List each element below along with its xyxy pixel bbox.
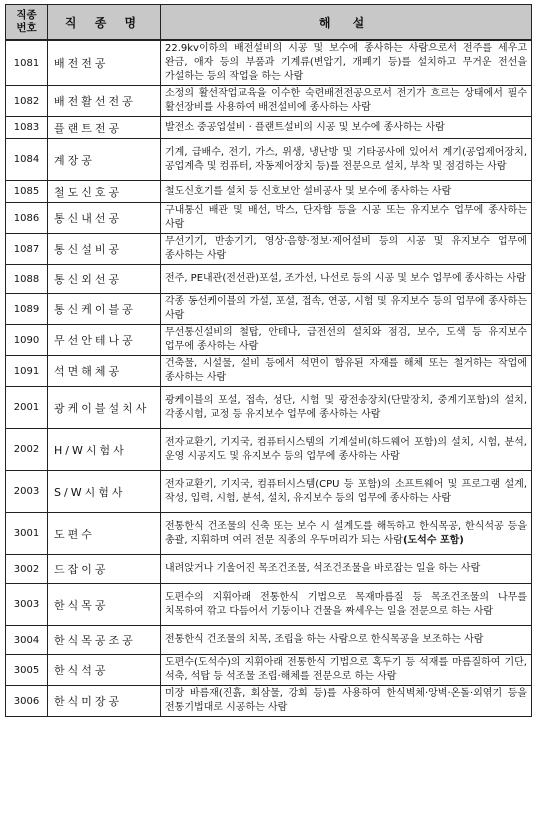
job-description-text: 전자교환기, 기지국, 컴퓨터시스템(CPU 등 포함)의 소프트웨어 및 프로그램 설계, 작성, 입력, 시험, 분석, 설치, 유지보수 등의 업무에 종사하는 사람	[165, 478, 527, 504]
job-code: 1086	[6, 203, 48, 234]
job-description-text: 소정의 활선작업교육을 이수한 숙련배전전공으로서 전기가 흐르는 상태에서 필수 활선장비를 사용하여 배전설비에 종사하는 사람	[165, 88, 527, 113]
job-description	[161, 117, 532, 139]
job-code: 1091	[6, 356, 48, 387]
table-row	[6, 555, 532, 584]
job-description-text: 무선통신설비의 철탑, 안테나, 급전선의 설치와 점검, 보수, 도색 등 유지보수 업무에 종사하는 사람	[165, 327, 527, 352]
job-description-text: 도편수(도석수)의 지휘아래 전통한식 기법으로 혹두기 등 석재를 마름질하여 기단, 석축, 석탑 등 석조물 조립·해체를 전문으로 하는 사람	[165, 657, 527, 682]
table-row	[6, 471, 532, 513]
job-name: 무선안테나공	[48, 325, 161, 356]
job-name: 한식목공조공	[48, 626, 161, 655]
table-row	[6, 686, 532, 717]
job-description	[161, 40, 532, 86]
job-code: 1088	[6, 265, 48, 294]
job-description	[161, 325, 532, 356]
table-body	[6, 40, 532, 717]
job-name: 드잡이공	[48, 555, 161, 584]
job-name: 배전전공	[48, 40, 161, 86]
job-description-text: 전통한식 건조물의 치목, 조립을 하는 사람으로 한식목공을 보조하는 사람	[165, 634, 484, 645]
table-row	[6, 234, 532, 265]
table-row	[6, 655, 532, 686]
table-row	[6, 513, 532, 555]
job-description-note: (도석수 포함)	[402, 534, 464, 546]
table-row	[6, 356, 532, 387]
table-row	[6, 387, 532, 429]
job-name: 철도신호공	[48, 181, 161, 203]
table-row	[6, 626, 532, 655]
header-row	[6, 5, 532, 41]
job-description	[161, 387, 532, 429]
header-description: 해 설	[161, 5, 532, 41]
job-code: 3001	[6, 513, 48, 555]
job-code: 1090	[6, 325, 48, 356]
job-code: 2002	[6, 429, 48, 471]
job-description-text: 도편수의 지휘아래 전통한식 기법으로 목재마름질 등 목조건조물의 나무를 치목하여 깎고 다듬어서 기둥이나 건물을 짜세우는 일을 전문으로 하는 사람	[165, 591, 527, 617]
job-code: 2003	[6, 471, 48, 513]
header-code-label: 직종 번호	[16, 9, 37, 34]
job-description-text: 광케이블의 포설, 접속, 성단, 시험 및 광전송장치(단말장치, 중계기포함)의 설치, 각종시험, 교정 등 유지보수 업무에 종사하는 사람	[165, 394, 527, 420]
job-description-text: 무선기기, 반송기기, 영상·음향·정보·제어설비 등의 시공 및 유지보수 업무에 종사하는 사람	[165, 236, 527, 261]
table-row	[6, 86, 532, 117]
job-classification-table	[5, 4, 532, 717]
table-row	[6, 40, 532, 86]
job-description-text: 전주, PE내관(전선관)포설, 조가선, 나선로 등의 시공 및 보수 업무에 종사하는 사람	[165, 273, 526, 284]
job-description	[161, 471, 532, 513]
job-code: 1084	[6, 139, 48, 181]
job-name: 계장공	[48, 139, 161, 181]
job-name: H/W시험사	[48, 429, 161, 471]
job-name: 광케이블설치사	[48, 387, 161, 429]
job-code: 3004	[6, 626, 48, 655]
job-description-text: 건축물, 시설물, 설비 등에서 석면이 함유된 자재를 해체 또는 철거하는 작업에 종사하는 사람	[165, 358, 527, 383]
job-name: 통신내선공	[48, 203, 161, 234]
job-description	[161, 265, 532, 294]
job-name: 한식목공	[48, 584, 161, 626]
job-code: 3002	[6, 555, 48, 584]
job-name: 석면해체공	[48, 356, 161, 387]
job-code: 3005	[6, 655, 48, 686]
job-description-text: 기계, 급배수, 전기, 가스, 위생, 냉난방 및 기타공사에 있어서 계기(공업제어장치, 공업계측 및 컴퓨터, 자동제어장치 등)를 전문으로 설치, 부착 및 점검하는 사람	[165, 146, 527, 172]
job-description	[161, 429, 532, 471]
job-description-text: 전통한식 건조물의 신축 또는 보수 시 설계도를 해독하고 한식목공, 한식석공 등을 총괄, 지휘하며 여러 전문 직종의 우두머리가 되는 사람	[165, 520, 527, 546]
job-name: 통신외선공	[48, 265, 161, 294]
job-code: 1083	[6, 117, 48, 139]
job-description-text: 내려앉거나 기울어진 목조건조물, 석조건조물을 바로잡는 일을 하는 사람	[165, 563, 481, 574]
table-row	[6, 325, 532, 356]
job-classification-table-wrapper	[5, 4, 531, 717]
table-row	[6, 429, 532, 471]
job-description-text: 전자교환기, 기지국, 컴퓨터시스템의 기계설비(하드웨어 포함)의 설치, 시험, 분석, 운영 시공지도 및 유지보수 등의 업무에 종사하는 사람	[165, 436, 527, 462]
job-code: 1085	[6, 181, 48, 203]
job-code: 1087	[6, 234, 48, 265]
job-code: 3006	[6, 686, 48, 717]
job-description	[161, 294, 532, 325]
job-description	[161, 686, 532, 717]
table-row	[6, 203, 532, 234]
job-description-text: 발전소 중공업설비 · 플랜트설비의 시공 및 보수에 종사하는 사람	[165, 121, 445, 133]
job-description	[161, 234, 532, 265]
job-description	[161, 584, 532, 626]
job-description-text: 각종 동선케이블의 가설, 포설, 접속, 연공, 시험 및 유지보수 등의 업무에 종사하는 사람	[165, 296, 527, 321]
job-description	[161, 139, 532, 181]
job-description-text: 구내통신 배관 및 배선, 박스, 단자함 등을 시공 또는 유지보수 업무에 종사하는 사람	[165, 205, 527, 230]
job-description	[161, 203, 532, 234]
table-row	[6, 265, 532, 294]
job-description	[161, 555, 532, 584]
job-description	[161, 356, 532, 387]
job-name: S/W시험사	[48, 471, 161, 513]
job-description	[161, 86, 532, 117]
job-name: 도편수	[48, 513, 161, 555]
job-code: 1081	[6, 40, 48, 86]
job-description-text: 철도신호기를 설치 등 신호보안 설비공사 및 보수에 종사하는 사람	[165, 185, 452, 197]
job-code: 1082	[6, 86, 48, 117]
table-row	[6, 117, 532, 139]
header-code	[6, 5, 48, 41]
header-name: 직 종 명	[48, 5, 161, 41]
job-name: 통신설비공	[48, 234, 161, 265]
job-description	[161, 513, 532, 555]
table-row	[6, 584, 532, 626]
job-name: 한식미장공	[48, 686, 161, 717]
job-name: 통신케이블공	[48, 294, 161, 325]
job-description	[161, 181, 532, 203]
job-description-text: 22.9kv이하의 배전설비의 시공 및 보수에 종사하는 사람으로서 전주를 세우고 완금, 애자 등의 부품과 기계류(변압기, 개폐기 등)를 설치하고 무거운 전선을 가설하는 등의 작업을 하는 사람	[165, 43, 527, 82]
table-row	[6, 294, 532, 325]
job-name: 배전활선전공	[48, 86, 161, 117]
table-row	[6, 139, 532, 181]
job-description	[161, 626, 532, 655]
job-code: 3003	[6, 584, 48, 626]
job-code: 2001	[6, 387, 48, 429]
job-name: 플랜트전공	[48, 117, 161, 139]
job-description	[161, 655, 532, 686]
job-description-text: 미장 바름재(진흙, 회삼물, 강회 등)를 사용하여 한식벽체·앙벽·온돌·외엮기 등을 전통기법대로 시공하는 사람	[165, 688, 527, 713]
job-name: 한식석공	[48, 655, 161, 686]
table-row	[6, 181, 532, 203]
job-code: 1089	[6, 294, 48, 325]
